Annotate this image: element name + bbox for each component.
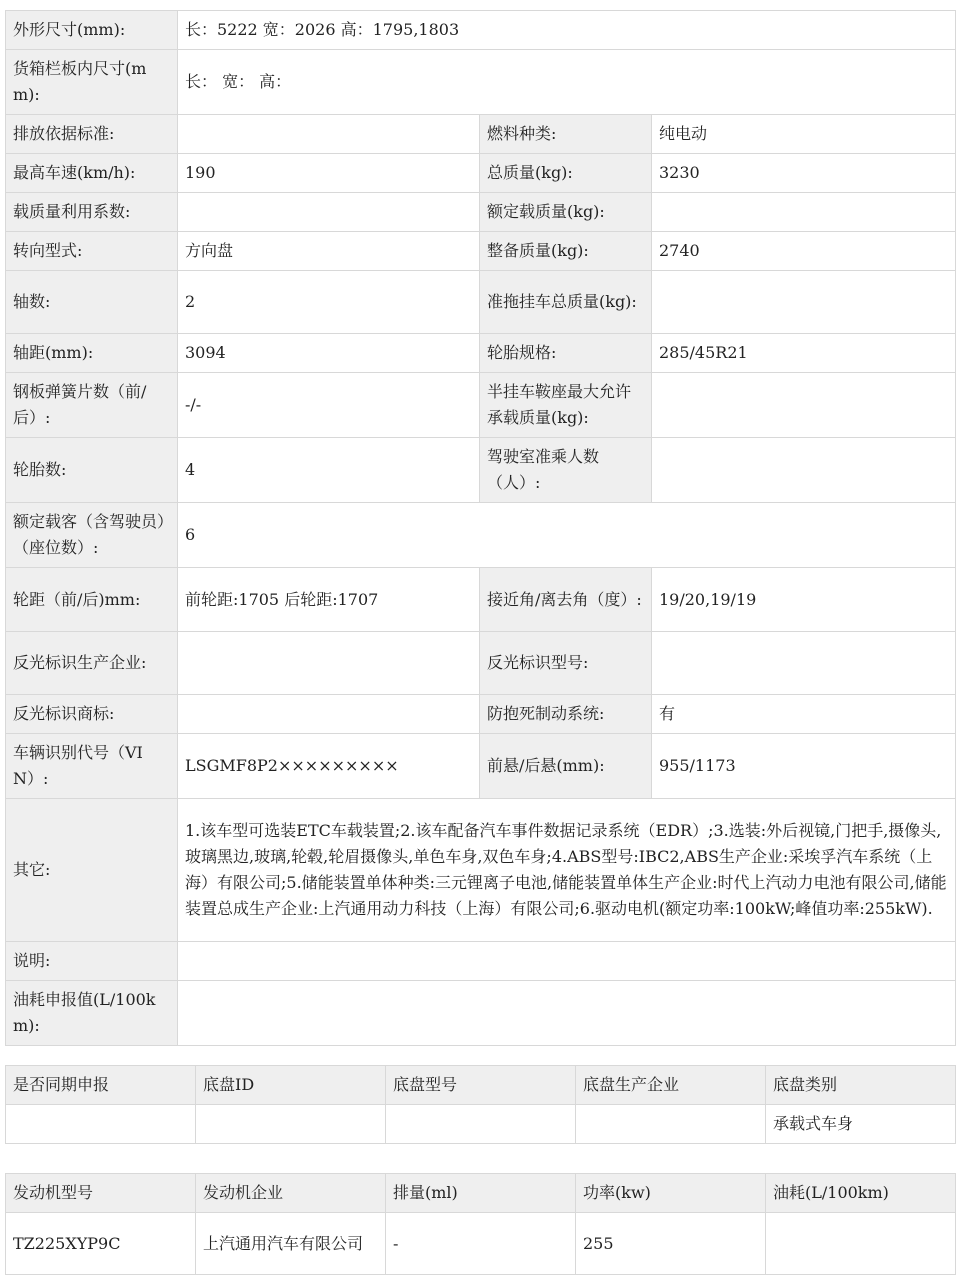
engine-table [5, 1173, 956, 1275]
chassis-header-maker: 底盘生产企业 [576, 1066, 766, 1105]
abs-label: 防抱死制动系统: [480, 695, 652, 734]
total-mass-label: 总质量(kg): [480, 154, 652, 193]
engine-header-maker: 发动机企业 [196, 1174, 386, 1213]
saddle-load-label: 半挂车鞍座最大允许承载质量(kg): [480, 373, 652, 438]
track-width-value: 前轮距:1705 后轮距:1707 [178, 568, 480, 632]
abs-value: 有 [652, 695, 956, 734]
fuel-type-label: 燃料种类: [480, 115, 652, 154]
engine-cell-model: TZ225XYP9C [6, 1213, 196, 1275]
rated-load-value [652, 193, 956, 232]
chassis-cell-type: 承载式车身 [766, 1105, 956, 1144]
engine-cell-displacement: - [386, 1213, 576, 1275]
axles-value: 2 [178, 271, 480, 334]
chassis-cell-maker [576, 1105, 766, 1144]
approach-departure-angle-label: 接近角/离去角（度）: [480, 568, 652, 632]
engine-cell-maker: 上汽通用汽车有限公司 [196, 1213, 386, 1275]
max-speed-label: 最高车速(km/h): [6, 154, 178, 193]
reflector-brand-label: 反光标识商标: [6, 695, 178, 734]
chassis-cell-sync [6, 1105, 196, 1144]
total-mass-value: 3230 [652, 154, 956, 193]
steering-label: 转向型式: [6, 232, 178, 271]
tire-spec-label: 轮胎规格: [480, 334, 652, 373]
chassis-table [5, 1065, 956, 1144]
vin-value: LSGMF8P2××××××××× [178, 734, 480, 799]
dimensions-label: 外形尺寸(mm): [6, 11, 178, 50]
cab-occupants-value [652, 438, 956, 503]
max-speed-value: 190 [178, 154, 480, 193]
fuel-declared-label: 油耗申报值(L/100km): [6, 981, 178, 1046]
load-utilization-label: 载质量利用系数: [6, 193, 178, 232]
saddle-load-value [652, 373, 956, 438]
vin-label: 车辆识别代号（VIN）: [6, 734, 178, 799]
chassis-header-sync: 是否同期申报 [6, 1066, 196, 1105]
dimensions-value: 长：5222 宽：2026 高：1795,1803 [178, 11, 956, 50]
engine-header-power: 功率(kw) [576, 1174, 766, 1213]
leaf-spring-value: -/- [178, 373, 480, 438]
emission-standard-label: 排放依据标准: [6, 115, 178, 154]
emission-standard-value [178, 115, 480, 154]
note-value [178, 942, 956, 981]
reflector-model-value [652, 632, 956, 695]
cargo-box-label: 货箱栏板内尺寸(mm): [6, 50, 178, 115]
trailer-mass-value [652, 271, 956, 334]
reflector-maker-label: 反光标识生产企业: [6, 632, 178, 695]
curb-mass-label: 整备质量(kg): [480, 232, 652, 271]
tire-count-value: 4 [178, 438, 480, 503]
trailer-mass-label: 准拖挂车总质量(kg): [480, 271, 652, 334]
engine-cell-consumption [766, 1213, 956, 1275]
vehicle-parameters-table [5, 10, 956, 1046]
reflector-brand-value [178, 695, 480, 734]
note-label: 说明: [6, 942, 178, 981]
chassis-header-type: 底盘类别 [766, 1066, 956, 1105]
wheelbase-label: 轴距(mm): [6, 334, 178, 373]
rated-seats-value: 6 [178, 503, 956, 568]
other-label: 其它: [6, 799, 178, 942]
engine-header-consumption: 油耗(L/100km) [766, 1174, 956, 1213]
track-width-label: 轮距（前/后)mm: [6, 568, 178, 632]
rated-seats-label: 额定载客（含驾驶员）（座位数）: [6, 503, 178, 568]
engine-header-displacement: 排量(ml) [386, 1174, 576, 1213]
chassis-header-id: 底盘ID [196, 1066, 386, 1105]
rated-load-label: 额定载质量(kg): [480, 193, 652, 232]
fuel-declared-value [178, 981, 956, 1046]
fuel-type-value: 纯电动 [652, 115, 956, 154]
leaf-spring-label: 钢板弹簧片数（前/后）: [6, 373, 178, 438]
chassis-cell-model [386, 1105, 576, 1144]
overhang-value: 955/1173 [652, 734, 956, 799]
engine-cell-power: 255 [576, 1213, 766, 1275]
tire-spec-value: 285/45R21 [652, 334, 956, 373]
overhang-label: 前悬/后悬(mm): [480, 734, 652, 799]
load-utilization-value [178, 193, 480, 232]
chassis-cell-id [196, 1105, 386, 1144]
chassis-header-model: 底盘型号 [386, 1066, 576, 1105]
wheelbase-value: 3094 [178, 334, 480, 373]
cab-occupants-label: 驾驶室准乘人数（人）: [480, 438, 652, 503]
axles-label: 轴数: [6, 271, 178, 334]
engine-header-model: 发动机型号 [6, 1174, 196, 1213]
cargo-box-value: 长： 宽： 高： [178, 50, 956, 115]
curb-mass-value: 2740 [652, 232, 956, 271]
reflector-maker-value [178, 632, 480, 695]
other-value: 1.该车型可选装ETC车载装置;2.该车配备汽车事件数据记录系统（EDR）;3.选装:外后视镜,门把手,摄像头,玻璃黑边,玻璃,轮毂,轮眉摄像头,单色车身,双色车身;4.ABS型号:IBC2,ABS生产企业:采埃孚汽车系统（上海）有限公司;5.储能装置单体种类:三元锂离子电池,储能装置单体生产企业:时代上汽动力电池有限公司,储能装置总成生产企业:上汽通用动力科技（上海）有限公司;6.驱动电机(额定功率:100kW;峰值功率:255kW). [178, 799, 956, 942]
approach-departure-angle-value: 19/20,19/19 [652, 568, 956, 632]
reflector-model-label: 反光标识型号: [480, 632, 652, 695]
tire-count-label: 轮胎数: [6, 438, 178, 503]
steering-value: 方向盘 [178, 232, 480, 271]
